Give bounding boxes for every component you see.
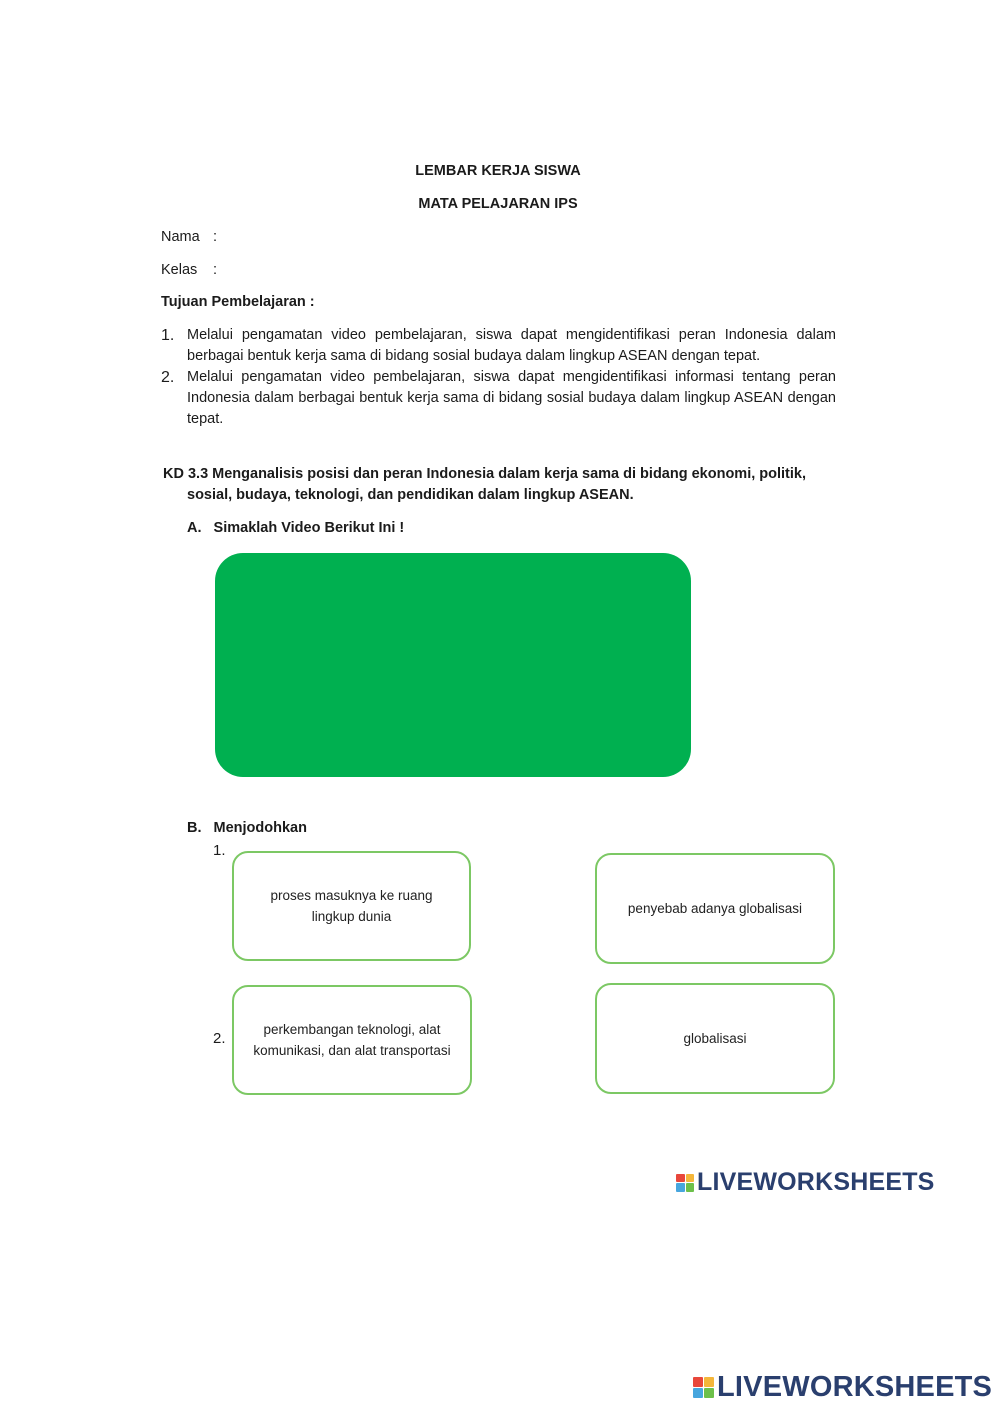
competency-statement: [163, 464, 837, 506]
class-colon: :: [213, 262, 218, 278]
liveworksheets-brand: [676, 1168, 935, 1197]
objective-text: Melalui pengamatan video pembelajaran, siswa dapat mengidentifikasi peran Indonesia dalam berbagai bentuk kerja sama di bidang sosial budaya dalam lingkup ASEAN dengan tepat.: [187, 327, 836, 364]
liveworksheets-footer-brand[interactable]: [693, 1371, 992, 1404]
match-card-text: penyebab adanya globalisasi: [627, 901, 803, 916]
objective-item: [161, 367, 836, 430]
match-card-text: perkembangan teknologi, alat komunikasi, dan alat transportasi: [253, 1022, 451, 1058]
subject-title: MATA PELAJARAN IPS: [418, 196, 578, 212]
section-a-label: A.: [187, 520, 202, 536]
worksheet-title: LEMBAR KERJA SISWA: [415, 163, 581, 179]
match-card-right-2[interactable]: [595, 983, 835, 1094]
class-label: Kelas: [161, 262, 198, 278]
section-b-heading: [187, 820, 307, 836]
match-card-text: globalisasi: [683, 1031, 747, 1046]
liveworksheets-logo-icon: [676, 1174, 694, 1192]
objective-number: 2.: [161, 369, 175, 386]
class-field: [161, 262, 218, 278]
section-b-title: Menjodohkan: [213, 820, 307, 836]
section-a-heading: [187, 520, 404, 536]
liveworksheets-logo-icon: [693, 1377, 714, 1398]
objective-item: [161, 325, 836, 367]
match-card-left-1[interactable]: [232, 851, 471, 961]
section-b-label: B.: [187, 820, 202, 836]
name-label: Nama: [161, 229, 200, 245]
name-field: [161, 229, 218, 245]
competency-line-1: KD 3.3 Menganalisis posisi dan peran Indonesia dalam kerja sama di bidang ekonomi, politik,: [163, 466, 807, 482]
video-placeholder[interactable]: [215, 553, 691, 777]
match-number-1: 1.: [213, 842, 226, 859]
match-number-2: 2.: [213, 1030, 226, 1047]
section-a-title: Simaklah Video Berikut Ini !: [213, 520, 405, 536]
match-card-text: proses masuknya ke ruang lingkup dunia: [270, 888, 433, 924]
competency-line-2: sosial, budaya, teknologi, dan pendidikan dalam lingkup ASEAN.: [187, 487, 634, 503]
objectives-heading: Tujuan Pembelajaran :: [161, 294, 315, 310]
match-card-left-2[interactable]: [232, 985, 472, 1095]
name-colon: :: [213, 229, 218, 245]
brand-text: LIVEWORKSHEETS: [697, 1168, 935, 1196]
brand-text: LIVEWORKSHEETS: [717, 1371, 993, 1403]
objective-text: Melalui pengamatan video pembelajaran, siswa dapat mengidentifikasi informasi tentang peran Indonesia dalam berbagai bentuk kerja sama di bidang sosial budaya dalam lingkup ASEAN dengan tepat.: [187, 369, 836, 427]
match-card-right-1[interactable]: [595, 853, 835, 964]
objective-number: 1.: [161, 327, 175, 344]
objectives-list: [161, 325, 836, 430]
